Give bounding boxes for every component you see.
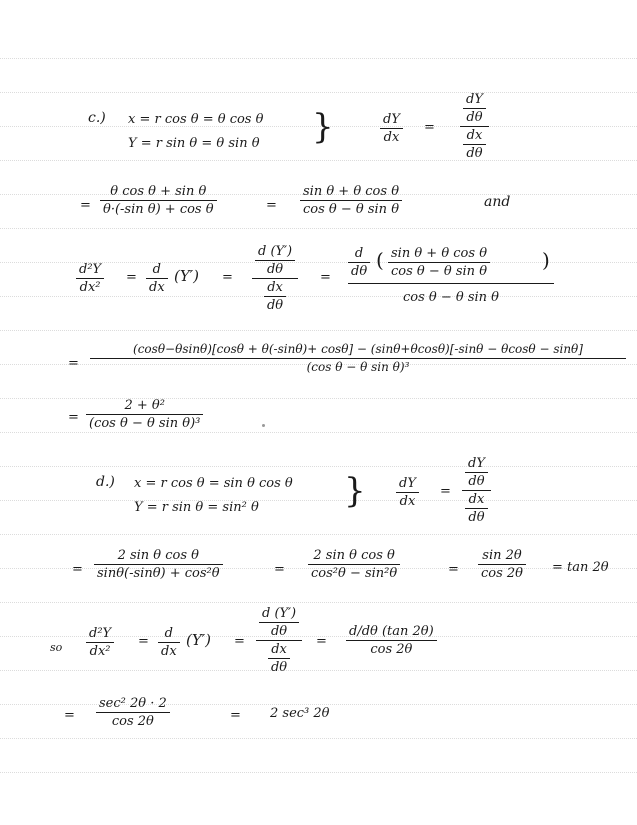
ruled-line [0, 228, 637, 229]
denominator [460, 127, 489, 161]
so-word: so [50, 641, 63, 654]
part-d-final-fraction [96, 696, 170, 729]
ruled-line [0, 330, 637, 331]
denominator: cos 2θ [481, 566, 524, 581]
part-c-expanded-fraction [90, 342, 626, 375]
inner-den: dθ [270, 660, 288, 675]
numerator: 2 sin θ cos θ [94, 548, 223, 565]
inner-den: dθ [466, 110, 483, 125]
inner-fraction [463, 92, 486, 125]
part-c-step2-fraction [300, 184, 402, 217]
equals-sign: = [68, 356, 79, 371]
inner-den: dθ [468, 510, 485, 525]
part-d-step3-fraction [478, 548, 526, 581]
part-d-dydx-lhs [396, 476, 419, 509]
denominator: (cos θ − θ sin θ)³ [89, 416, 201, 431]
part-d-tan-result: = tan 2θ [552, 560, 609, 575]
inner-fraction [255, 244, 295, 277]
part-d-step1-fraction [94, 548, 223, 581]
y-prime: (Y′) [186, 631, 212, 649]
numerator: 2 sin θ cos θ [308, 548, 400, 565]
denominator: cos²θ − sin²θ [311, 566, 398, 581]
inner-num: dx [268, 642, 290, 659]
part-c-y-equation: Y = r sin θ = θ sin θ [128, 136, 260, 151]
part-c-x-equation: x = r cos θ = θ cos θ [128, 112, 264, 127]
equals-sign: = [316, 634, 327, 649]
ruled-line [0, 432, 637, 433]
ruled-line [0, 602, 637, 603]
ruled-line [0, 500, 637, 501]
denominator: dx [149, 280, 165, 295]
part-d-second-chain [256, 606, 302, 675]
denominator: dx [161, 644, 177, 659]
part-c-label: c.) [88, 110, 106, 126]
denominator: dx [399, 494, 416, 509]
denominator: cos θ − θ sin θ [402, 290, 499, 305]
numerator [462, 456, 491, 491]
denominator: dθ [351, 264, 368, 279]
part-d-brace: } [344, 471, 366, 511]
part-c-second-rhs [348, 244, 554, 305]
ruled-line [0, 466, 637, 467]
numerator [460, 92, 489, 127]
numerator: dY [380, 112, 403, 129]
denominator: cos 2θ [111, 714, 154, 729]
part-c-d-dx [146, 262, 168, 295]
ruled-line [0, 92, 637, 93]
numerator: d²Y [86, 626, 114, 643]
d-dtheta [348, 246, 370, 279]
left-paren: ( [376, 248, 384, 272]
inner-num: sin θ + θ cos θ [388, 246, 490, 263]
part-d-dydx-rhs [462, 456, 491, 525]
numerator: d [146, 262, 168, 279]
numerator [348, 244, 554, 284]
numerator: d [348, 246, 370, 263]
numerator: (cosθ−θsinθ)[cosθ + θ(-sinθ)+ cosθ] − (sinθ+θcosθ)[-sinθ − θcosθ − sinθ] [90, 342, 626, 359]
and-word: and [484, 194, 511, 210]
denominator: dx [383, 130, 400, 145]
denominator: cos 2θ [370, 642, 413, 657]
denominator: θ·(-sin θ) + cos θ [103, 202, 214, 217]
equals-sign: = [80, 198, 91, 213]
equals-sign: = [126, 270, 137, 285]
inner-num: dY [465, 456, 488, 473]
ruled-line [0, 738, 637, 739]
part-d-y-equation: Y = r sin θ = sin² θ [134, 500, 259, 515]
equals-sign: = [72, 562, 83, 577]
equals-sign: = [64, 708, 75, 723]
inner-fraction [465, 456, 488, 489]
inner-den: dθ [468, 474, 485, 489]
equals-sign: = [68, 410, 79, 425]
part-d-step2-fraction [308, 548, 400, 581]
equals-sign: = [274, 562, 285, 577]
inner-num: d (Y′) [255, 244, 295, 261]
inner-fraction [268, 642, 290, 675]
denominator [256, 641, 302, 675]
part-c-result-fraction [86, 398, 203, 431]
inner-num: dY [463, 92, 486, 109]
equals-sign: = [230, 708, 241, 723]
equals-sign: = [440, 484, 451, 499]
inner-fraction [465, 492, 487, 525]
inner-den: dθ [270, 624, 288, 639]
inner-fraction [388, 246, 490, 279]
numerator: d/dθ (tan 2θ) [346, 624, 437, 641]
inner-fraction [264, 280, 286, 313]
part-c-dydx-lhs [380, 112, 403, 145]
inner-den: cos θ − θ sin θ [391, 264, 488, 279]
ruled-line [0, 670, 637, 671]
denominator [252, 279, 298, 313]
numerator: θ cos θ + sin θ [100, 184, 217, 201]
ruled-line [0, 160, 637, 161]
inner-num: dx [264, 280, 286, 297]
numerator: d [158, 626, 180, 643]
numerator: d²Y [76, 262, 104, 279]
numerator: sin 2θ [478, 548, 526, 565]
equals-sign: = [138, 634, 149, 649]
equals-sign: = [320, 270, 331, 285]
inner-den: dθ [266, 262, 284, 277]
part-c-second-lhs [76, 262, 104, 295]
part-d-d-dx [158, 626, 180, 659]
equals-sign: = [222, 270, 233, 285]
ruled-line [0, 534, 637, 535]
pen-dot [262, 424, 265, 427]
part-d-label: d.) [96, 474, 115, 490]
part-c-brace: } [312, 107, 334, 147]
inner-fraction [259, 606, 299, 639]
numerator: sin θ + θ cos θ [300, 184, 402, 201]
numerator [256, 606, 302, 641]
denominator: cos θ − θ sin θ [303, 202, 400, 217]
inner-num: d (Y′) [259, 606, 299, 623]
numerator: 2 + θ² [86, 398, 203, 415]
part-c-dydx-rhs [460, 92, 489, 161]
right-paren: ) [542, 248, 550, 272]
ruled-line [0, 772, 637, 773]
numerator: dY [396, 476, 419, 493]
denominator: dx² [89, 644, 111, 659]
part-d-second-rhs [346, 624, 437, 657]
equals-sign: = [448, 562, 459, 577]
numerator [252, 244, 298, 279]
part-d-final-result: 2 sec³ 2θ [270, 706, 330, 721]
denominator: (cos θ − θ sin θ)³ [306, 360, 410, 374]
ruled-line [0, 58, 637, 59]
inner-den: dθ [466, 146, 483, 161]
denominator: sinθ(-sinθ) + cos²θ [97, 566, 220, 581]
part-d-x-equation: x = r cos θ = sin θ cos θ [134, 476, 293, 491]
part-d-second-lhs [86, 626, 114, 659]
numerator: sec² 2θ · 2 [96, 696, 170, 713]
equals-sign: = [234, 634, 245, 649]
part-c-step1-fraction [100, 184, 217, 217]
y-prime: (Y′) [174, 267, 200, 285]
denominator: dx² [79, 280, 101, 295]
inner-num: dx [463, 128, 485, 145]
inner-fraction [463, 128, 485, 161]
inner-num: dx [465, 492, 487, 509]
equals-sign: = [424, 120, 435, 135]
equals-sign: = [266, 198, 277, 213]
inner-den: dθ [266, 298, 284, 313]
denominator [462, 491, 491, 525]
part-c-second-chain [252, 244, 298, 313]
